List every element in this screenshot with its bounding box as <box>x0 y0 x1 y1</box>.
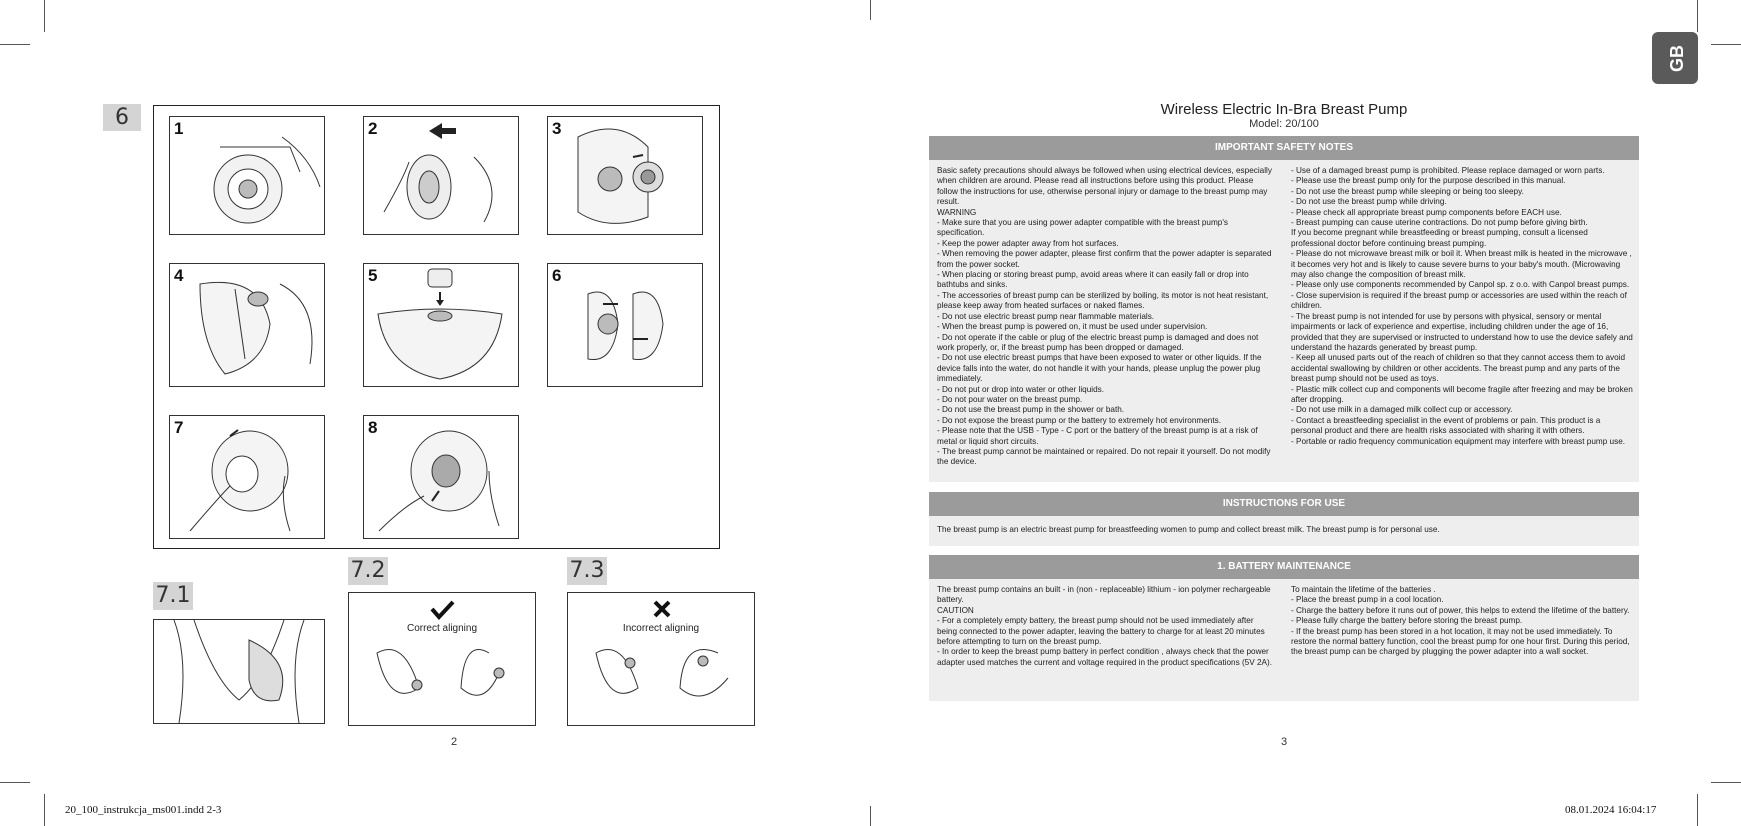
badge-7-3: 7.3 <box>567 557 607 585</box>
safety-note-line: - Do not use milk in a damaged milk collect cup or accessory. <box>1291 405 1513 415</box>
aligning-incorrect-illustration <box>568 593 754 725</box>
language-tab <box>1652 32 1698 84</box>
battery-note-line: - Please fully charge the battery before storing the breast pump. <box>1291 616 1523 626</box>
step-number: 7 <box>174 418 184 437</box>
instructions-header: INSTRUCTIONS FOR USE <box>929 492 1639 516</box>
pump-press-illustration <box>364 416 518 538</box>
battery-note-line: - In order to keep the breast pump battery in perfect condition , always check that the power adapter used matches the current and voltage required in the product specifications (5V 2A). <box>937 647 1272 667</box>
crop-mark <box>1711 782 1741 783</box>
safety-note-line: - Do not expose the breast pump or the battery to extremely hot environments. <box>937 415 1221 425</box>
safety-note-line: - Contact a breastfeeding specialist in the event of problems or pain. This product is a personal product and there are health risks associated with sharing it with others. <box>1291 415 1601 436</box>
safety-note-line: - Close supervision is required if the breast pump or accessories are used within the reach of children. <box>1291 290 1627 311</box>
bra-wearing-illustration <box>153 619 325 724</box>
battery-note-line: - If the breast pump has been stored in a hot location, it may not be used immediately. To restore the normal battery function, cool the breast pump for one hour first. During this period, the breast pump can be charged by plugging the power adapter into a wall socket. <box>1291 626 1630 657</box>
battery-maintenance-header: 1. BATTERY MAINTENANCE <box>929 555 1639 579</box>
incorrect-aligning-panel <box>567 592 755 726</box>
safety-note-line: - Please use the breast pump only for the purpose described in this manual. <box>1291 176 1566 186</box>
instructions-panel <box>929 516 1639 546</box>
safety-note-line: - Keep all unused parts out of the reach of children so that they cannot access them to avoid accidental swallowing by children or other accidents. The breast pump and any parts of the breast pump should not be used as toys. <box>1291 353 1626 384</box>
safety-notes-header: IMPORTANT SAFETY NOTES <box>929 136 1639 160</box>
step-6-illustration <box>547 263 703 387</box>
battery-note-line: To maintain the lifetime of the batteries . <box>1291 585 1436 594</box>
footer-datetime: 08.01.2024 16:04:17 <box>1565 804 1657 816</box>
safety-note-line: - When the breast pump is powered on, it must be used under supervision. <box>937 322 1208 332</box>
safety-note-line: - Do not use electric breast pumps that have been exposed to water or other liquids. If the device falls into the water, do not handle it with your hands, please unplug the power plug immediately. <box>937 353 1262 384</box>
step-1-illustration <box>169 116 325 235</box>
crop-mark <box>1711 44 1741 45</box>
instructions-text: The breast pump is an electric breast pump for breastfeeding women to pump and collect breast milk. The breast pump is for personal use. <box>937 525 1440 534</box>
safety-notes-right-column <box>1291 166 1633 447</box>
check-icon <box>432 602 453 617</box>
step-number: 3 <box>552 119 562 138</box>
safety-note-line: - Do not use the breast pump while sleeping or being too sleepy. <box>1291 186 1524 196</box>
battery-right-column <box>1291 585 1633 658</box>
safety-note-line: - Portable or radio frequency communication equipment may interfere with breast pump use. <box>1291 436 1626 446</box>
battery-note-line: - For a completely empty battery, the breast pump should not be used immediately after being connected to the power adapter, leaving the battery to charge for at least 20 minutes before attempting to turn on the breast pump. <box>937 616 1265 647</box>
language-tab-label: GB <box>1667 45 1687 72</box>
cross-icon <box>655 602 669 616</box>
crop-mark <box>44 0 45 32</box>
shell-open-illustration <box>170 264 324 386</box>
safety-notes-left-column <box>937 166 1275 468</box>
crop-mark <box>0 782 30 783</box>
safety-note-line: - Plastic milk collect cup and components will become fragile after freezing and may be broken after dropping. <box>1291 384 1633 404</box>
safety-notes-panel <box>929 160 1639 482</box>
model-number: Model: 20/100 <box>1249 118 1319 130</box>
safety-note-line: If you become pregnant while breastfeeding or breast pumping, consult a licensed professional doctor before continuing breast pumping. <box>1291 228 1588 248</box>
page-number-left: 2 <box>451 736 458 748</box>
section-badge: 6 <box>103 104 141 131</box>
safety-note-line: - Do not put or drop into water or other liquids. <box>937 384 1105 394</box>
page-number-right: 3 <box>1281 736 1288 748</box>
correct-aligning-caption: Correct aligning <box>406 623 478 634</box>
battery-left-column <box>937 585 1275 668</box>
battery-maintenance-panel <box>929 579 1639 701</box>
crop-mark <box>870 0 871 20</box>
safety-note-line: - Please only use components recommended by Canpol sp. z o.o. with Canpol breast pumps. <box>1291 280 1630 290</box>
safety-note-line: - Do not use the breast pump while driving. <box>1291 197 1447 207</box>
battery-note-line: - Place the breast pump in a cool location. <box>1291 595 1444 605</box>
battery-note-line: - Charge the battery before it runs out of power, this helps to extend the lifetime of the battery. <box>1291 605 1630 615</box>
battery-note-line: CAUTION <box>937 605 974 615</box>
pump-attach-illustration <box>170 416 324 538</box>
step-number: 5 <box>368 266 378 285</box>
pump-rotate-illustration <box>170 117 324 234</box>
step-5-illustration <box>363 263 519 387</box>
crop-mark <box>44 794 45 826</box>
safety-note-line: - Please check all appropriate breast pump components before EACH use. <box>1291 207 1562 217</box>
step-2-illustration <box>363 116 519 235</box>
safety-note-line: - Keep the power adapter away from hot surfaces. <box>937 238 1119 248</box>
crop-mark <box>1697 794 1698 826</box>
battery-note-line: The breast pump contains an built - in (non - replaceable) lithium - ion polymer rechargeable battery. <box>937 585 1271 605</box>
badge-7-1: 7.1 <box>153 582 193 610</box>
safety-note-line: - The accessories of breast pump can be sterilized by boiling, its motor is not heat resistant, please keep away from heated surfaces or naked flames. <box>937 290 1269 311</box>
aligning-correct-illustration <box>349 593 535 725</box>
safety-note-line: - The breast pump is not intended for use by persons with physical, sensory or mental impairments or lack of experience and expertise, including children under the age of 16, provided that they are supervised or instructed to understand how to use the device safely and understand the hazards generated by breast pump. <box>1291 311 1633 352</box>
incorrect-aligning-caption: Incorrect aligning <box>622 623 700 634</box>
step-7-illustration <box>169 415 325 539</box>
safety-note-line: - The breast pump cannot be maintained or repaired. Do not repair it yourself. Do not modify the device. <box>937 446 1271 467</box>
safety-note-line: - Do not use electric breast pump near flammable materials. <box>937 311 1155 321</box>
torso-illustration <box>154 620 324 723</box>
step-number: 4 <box>174 266 184 285</box>
safety-note-line: - When removing the power adapter, please first confirm that the power adapter is separated from the power socket. <box>937 249 1272 269</box>
safety-note-line: - Do not use the breast pump in the shower or bath. <box>937 405 1125 415</box>
safety-note-line: - Breast pumping can cause uterine contractions. Do not pump before giving birth. <box>1291 218 1588 228</box>
crop-mark <box>0 44 30 45</box>
safety-note-line: - When placing or storing breast pump, avoid areas where it can easily fall or drop into bathtubs and sinks. <box>937 270 1249 290</box>
footer-filename: 20_100_instrukcja_ms001.indd 2-3 <box>65 804 222 816</box>
safety-note-line: - Use of a damaged breast pump is prohibited. Please replace damaged or worn parts. <box>1291 166 1605 175</box>
pump-detach-illustration <box>364 117 518 234</box>
safety-note-line: Basic safety precautions should always be followed when using electrical devices, especially when children are around. Please read all instructions before using this product. Please follow the instructions for use, otherwise personal injury or damage to the breast pump may result. <box>937 166 1272 207</box>
membrane-insert-illustration <box>364 264 518 386</box>
shell-assemble-illustration <box>548 264 702 386</box>
safety-note-line: - Please note that the USB - Type - C port or the battery of the breast pump is at a risk of metal or liquid short circuits. <box>937 426 1258 446</box>
step-3-illustration <box>547 116 703 235</box>
step-4-illustration <box>169 263 325 387</box>
crop-mark <box>1697 0 1698 32</box>
step-number: 2 <box>368 119 378 138</box>
safety-note-line: - Make sure that you are using power adapter compatible with the breast pump's specification. <box>937 218 1229 238</box>
badge-7-2: 7.2 <box>348 557 388 585</box>
step-number: 6 <box>552 266 562 285</box>
document-title: Wireless Electric In-Bra Breast Pump <box>1160 101 1408 118</box>
correct-aligning-panel <box>348 592 536 726</box>
safety-note-line: - Do not operate if the cable or plug of the electric breast pump is damaged and does not work properly, or, if the breast pump has been dropped or damaged. <box>937 332 1259 352</box>
crop-mark <box>870 806 871 826</box>
safety-note-line: - Do not pour water on the breast pump. <box>937 394 1083 404</box>
step-number: 8 <box>368 418 378 437</box>
step-8-illustration <box>363 415 519 539</box>
safety-note-line: - Please do not microwave breast milk or boil it. When breast milk is heated in the microwave , it becomes very hot and is likely to cause severe burns to your baby's mouth. (Microwaving may also change the composition of breast milk. <box>1291 249 1632 280</box>
valve-remove-illustration <box>548 117 702 234</box>
step-number: 1 <box>174 119 184 138</box>
safety-note-line: WARNING <box>937 207 977 217</box>
